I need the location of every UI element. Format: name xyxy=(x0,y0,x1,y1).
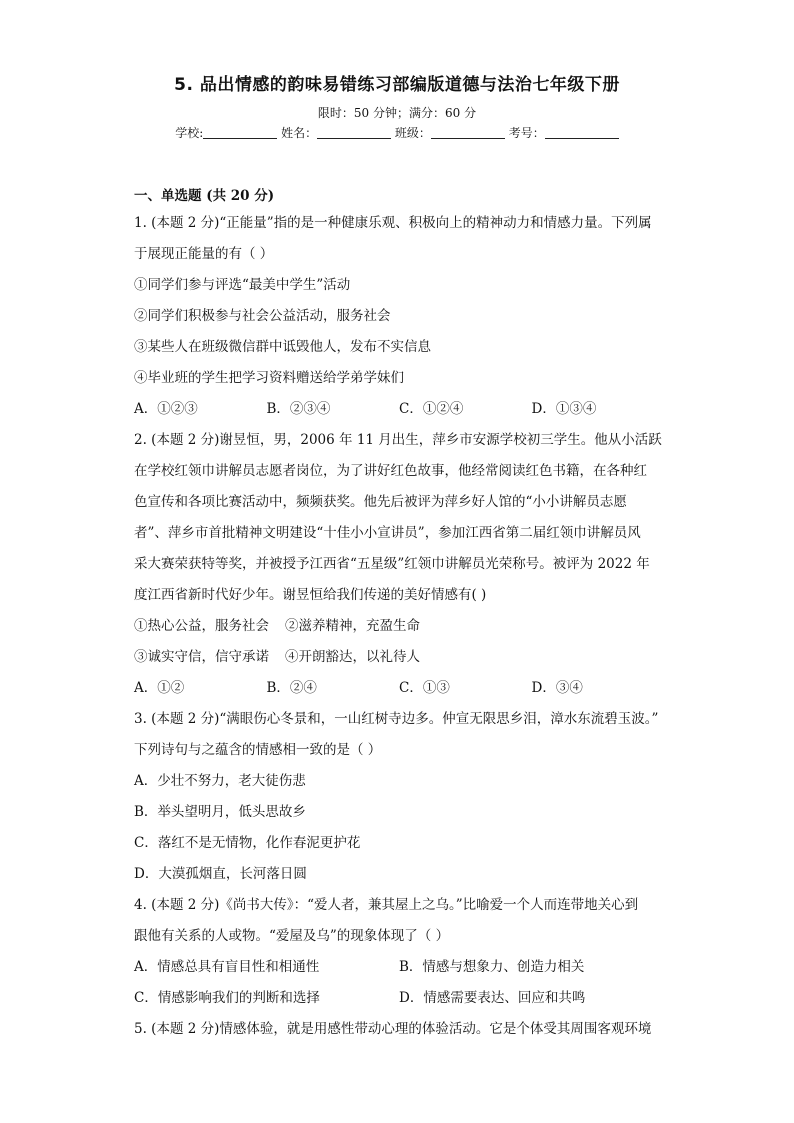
class-blank[interactable] xyxy=(431,126,505,139)
school-blank[interactable] xyxy=(203,126,277,139)
question-stem: 者”、萍乡市首批精神文明建设“十佳小小宣讲员”，参加江西省第二届红领巾讲解员风 xyxy=(134,525,641,541)
statement-item: ④毕业班的学生把学习资料赠送给学弟学妹们 xyxy=(134,370,404,386)
option-d[interactable]: D．大漠孤烟直，长河落日圆 xyxy=(134,866,307,882)
question-3 xyxy=(134,704,664,890)
question-stem: 在学校红领巾讲解员志愿者岗位，为了讲好红色故事，他经常阅读红色书籍，在各种红 xyxy=(134,463,647,479)
answer-options xyxy=(134,952,664,983)
question-4 xyxy=(134,890,664,1014)
question-stem: 跟他有关系的人或物。“爱屋及乌”的现象体现了（ ） xyxy=(134,928,450,944)
exam-no-blank[interactable] xyxy=(545,126,619,139)
question-stem: 下列诗句与之蕴含的情感相一致的是（ ） xyxy=(134,742,382,758)
option-d[interactable]: D．③④ xyxy=(531,680,583,696)
question-stem: 4. (本题 2 分)《尚书大传》：“爱人者，兼其屋上之乌。”比喻爱一个人而连带地关心到 xyxy=(134,897,639,913)
answer-options xyxy=(134,394,664,425)
question-stem: 采大赛荣获特等奖，并被授予江西省“五星级”红领巾讲解员光荣称号。被评为 2022 年 xyxy=(134,556,650,572)
option-c[interactable]: C．①③ xyxy=(399,680,450,696)
option-a[interactable]: A．①②③ xyxy=(134,401,198,417)
question-1 xyxy=(134,208,664,425)
question-stem: 色宣传和各项比赛活动中，频频获奖。他先后被评为萍乡好人馆的“小小讲解员志愿 xyxy=(134,494,627,510)
question-stem: 3. (本题 2 分)“满眼伤心冬景和，一山红树寺边多。仲宣无限思乡泪，漳水东流碧玉波。” xyxy=(134,711,659,727)
time-score-limits: 限时：50 分钟；满分：60 分 xyxy=(317,106,477,120)
answer-options xyxy=(134,673,664,704)
exam-no-label: 考号： xyxy=(508,126,545,140)
school-label: 学校: xyxy=(175,126,204,140)
questions-area xyxy=(134,186,664,1045)
question-2 xyxy=(134,425,664,704)
statement-item: ①热心公益，服务社会 xyxy=(134,618,269,634)
statement-item: ④开朗豁达，以礼待人 xyxy=(285,649,420,665)
option-a[interactable]: A．①② xyxy=(134,680,185,696)
answer-options xyxy=(134,983,664,1014)
option-c[interactable]: C．①②④ xyxy=(399,401,464,417)
question-5 xyxy=(134,1014,664,1045)
question-stem: 于展现正能量的有（ ） xyxy=(134,246,274,262)
option-b[interactable]: B．②④ xyxy=(266,680,317,696)
statement-item: ②同学们积极参与社会公益活动，服务社会 xyxy=(134,308,391,324)
question-stem: 5. (本题 2 分)情感体验，就是用感性带动心理的体验活动。它是个体受其周围客观环境 xyxy=(134,1021,652,1037)
statement-row xyxy=(134,642,664,673)
name-blank[interactable] xyxy=(317,126,391,139)
option-d[interactable]: D．①③④ xyxy=(531,401,597,417)
option-b[interactable]: B．②③④ xyxy=(266,401,331,417)
option-d[interactable]: D．情感需要表达、回应和共鸣 xyxy=(399,990,586,1006)
statement-item: ③某些人在班级微信群中诋毁他人，发布不实信息 xyxy=(134,339,431,355)
option-c[interactable]: C．情感影响我们的判断和选择 xyxy=(134,990,320,1006)
question-stem: 度江西省新时代好少年。谢昱恒给我们传递的美好情感有( ) xyxy=(134,587,487,603)
option-c[interactable]: C．落红不是无情物，化作春泥更护花 xyxy=(134,835,361,851)
statement-row xyxy=(134,611,664,642)
option-a[interactable]: A．少壮不努力，老大徒伤悲 xyxy=(134,773,306,789)
section-heading: 一、单选题 (共 20 分) xyxy=(134,188,275,204)
class-label: 班级： xyxy=(394,126,431,140)
statement-item: ②滋养精神，充盈生命 xyxy=(285,618,420,634)
student-info-row xyxy=(0,124,794,141)
page-title: 5. 品出情感的韵味易错练习部编版道德与法治七年级下册 xyxy=(174,75,620,95)
statement-item: ①同学们参与评选“最美中学生”活动 xyxy=(134,277,351,293)
option-b[interactable]: B．举头望明月，低头思故乡 xyxy=(134,804,306,820)
question-stem: 2. (本题 2 分)谢昱恒，男，2006 年 11 月出生，萍乡市安源学校初三学生。他从小活跃 xyxy=(134,432,662,448)
option-a[interactable]: A．情感总具有盲目性和相通性 xyxy=(134,959,320,975)
name-label: 姓名： xyxy=(281,126,318,140)
option-b[interactable]: B．情感与想象力、创造力相关 xyxy=(399,959,585,975)
question-stem: 1. (本题 2 分)“正能量”指的是一种健康乐观、积极向上的精神动力和情感力量。下列属 xyxy=(134,215,652,231)
statement-item: ③诚实守信，信守承诺 xyxy=(134,649,269,665)
